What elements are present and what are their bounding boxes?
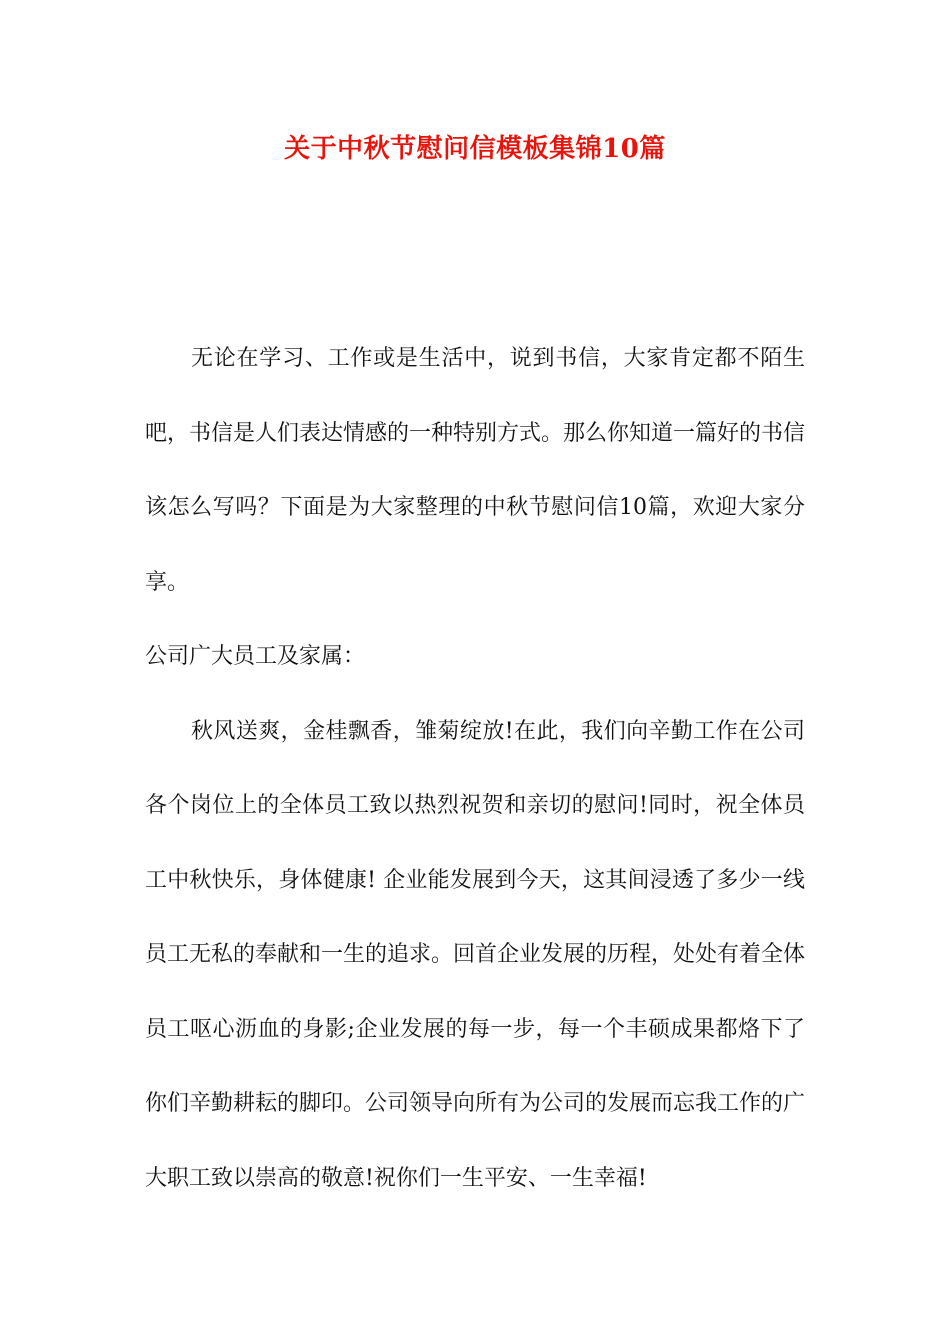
- letter-paragraph: 秋风送爽，金桂飘香，雏菊绽放!在此，我们向辛勤工作在公司各个岗位上的全体员工致以热烈祝贺和亲切的慰问!同时，祝全体员工中秋快乐，身体健康! 企业能发展到今天，这其间浸透了多少一线员工无私的奉献和一生的追求。回首企业发展的历程，处处有着全体员工呕心沥血的身影;企业发展的每一步，每一个丰硕成果都烙下了你们辛勤耕耘的脚印。公司领导向所有为公司的发展而忘我工作的广大职工致以崇高的敬意!祝你们一生平安、一生幸福!: [145, 718, 806, 1191]
- document-body: [145, 322, 805, 1216]
- document-title: 关于中秋节慰问信模板集锦10篇: [284, 134, 666, 164]
- intro-paragraph: 无论在学习、工作或是生活中，说到书信，大家肯定都不陌生吧，书信是人们表达情感的一种特别方式。那么你知道一篇好的书信该怎么写吗？下面是为大家整理的中秋节慰问信10篇，欢迎大家分享。: [145, 346, 806, 595]
- salutation: 公司广大员工及家属：: [145, 644, 366, 669]
